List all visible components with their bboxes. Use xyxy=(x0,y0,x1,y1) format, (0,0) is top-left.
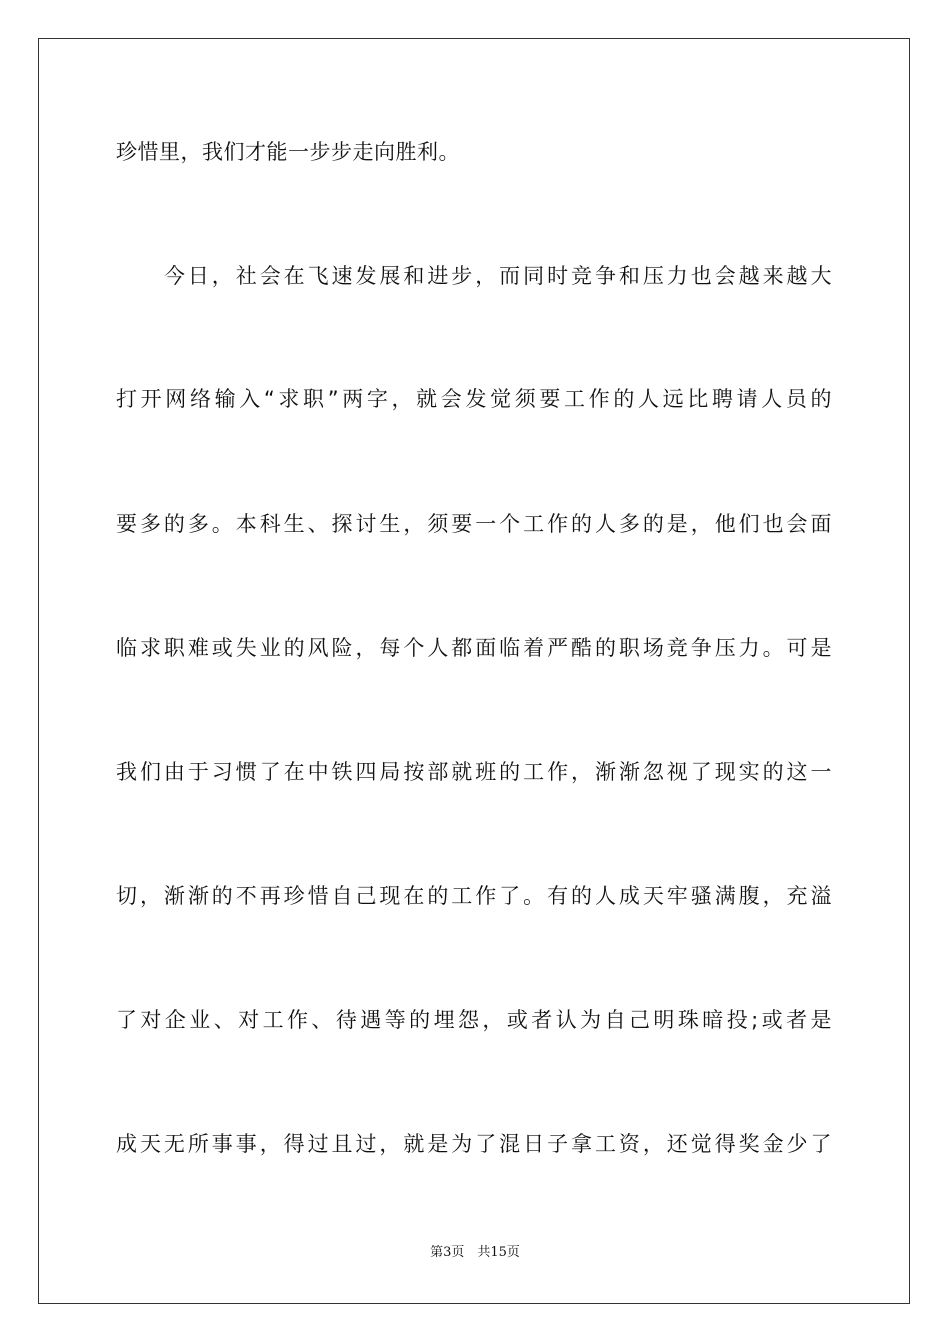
paragraph-line: 了对企业、对工作、待遇等的埋怨，或者认为自己明珠暗投;或者是 xyxy=(116,1008,832,1032)
paragraph-line: 切，渐渐的不再珍惜自己现在的工作了。有的人成天牢骚满腹，充溢 xyxy=(116,884,832,908)
paragraph-line: 我们由于习惯了在中铁四局按部就班的工作，渐渐忽视了现实的这一 xyxy=(116,760,832,784)
paragraph-line: 要多的多。本科生、探讨生，须要一个工作的人多的是，他们也会面 xyxy=(116,512,832,536)
paragraph-line: 成天无所事事，得过且过，就是为了混日子拿工资，还觉得奖金少了 xyxy=(116,1132,832,1156)
page-border xyxy=(38,38,910,1304)
page-number-footer: 第3页 共15页 xyxy=(430,1245,520,1260)
paragraph-line: 打开网络输入“求职”两字，就会发觉须要工作的人远比聘请人员的 xyxy=(116,387,832,411)
paragraph-line: 珍惜里，我们才能一步步走向胜利。 xyxy=(116,140,460,164)
paragraph-line: 今日，社会在飞速发展和进步，而同时竞争和压力也会越来越大 xyxy=(116,264,832,288)
paragraph-line: 临求职难或失业的风险，每个人都面临着严酷的职场竞争压力。可是 xyxy=(116,636,832,660)
